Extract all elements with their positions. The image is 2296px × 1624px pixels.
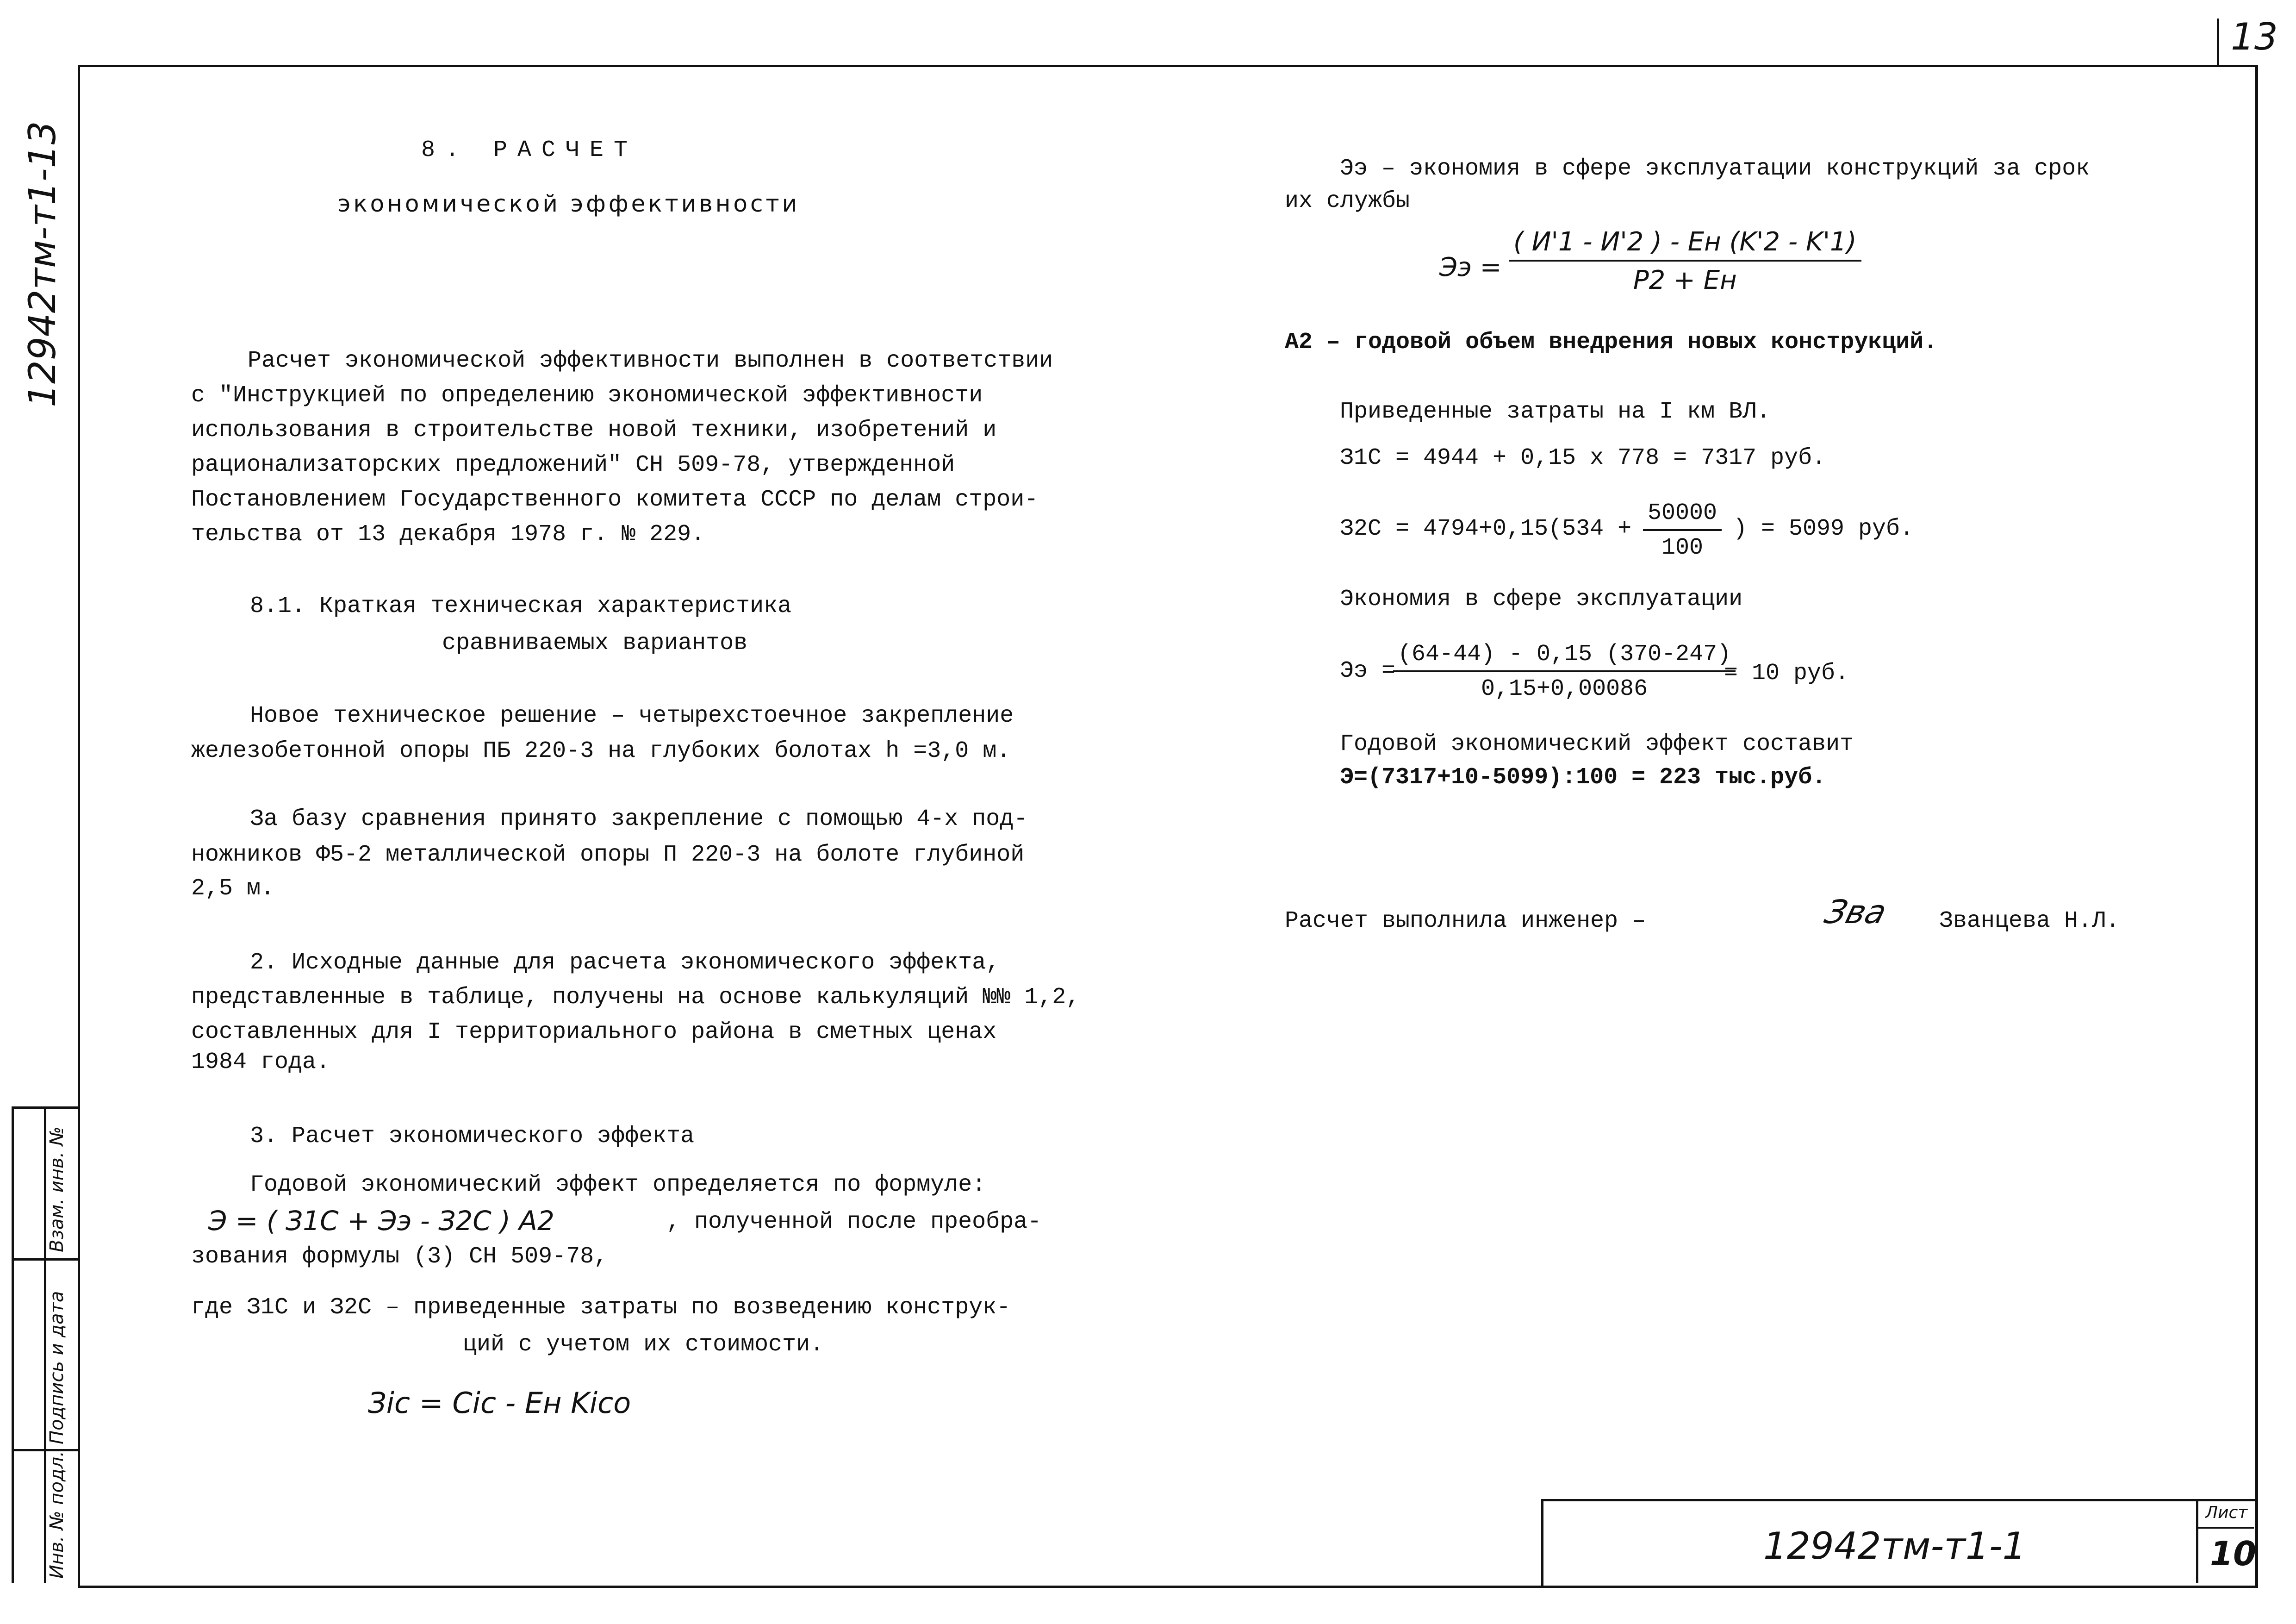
a2-def: А2 – годовой объем внедрения новых конструкций. — [1285, 329, 1938, 356]
ee-den: 0,15+0,00086 — [1481, 676, 1648, 702]
z2c-den: 100 — [1661, 535, 1704, 561]
page-number-top: 13 — [2231, 15, 2278, 58]
title-block-divider — [2196, 1527, 2254, 1529]
new-solution: железобетонной опоры ПБ 220-3 на глубоких болотах h =3,0 м. — [191, 738, 1011, 764]
reduced-costs: Приведенные затраты на I км ВЛ. — [1340, 399, 1771, 425]
side-code: 12942тм-т1-13 — [21, 121, 64, 407]
z2c-rhs: ) = 5099 руб. — [1733, 516, 1914, 542]
z2c-num: 50000 — [1643, 500, 1722, 531]
stamp-line — [12, 1106, 14, 1583]
title-line1: 8. РАСЧЕТ — [421, 137, 638, 163]
ez-def: их службы — [1285, 188, 1410, 214]
new-solution: Новое техническое решение – четырехстоечное закрепление — [250, 703, 1014, 729]
ee-lhs: Ээ = — [1340, 658, 1396, 684]
section-3: 3. Расчет экономического эффекта — [250, 1123, 695, 1149]
source-line: 2. Исходные данные для расчета экономического эффекта, — [250, 949, 1000, 976]
intro-line: тельства от 13 декабря 1978 г. № 229. — [191, 521, 705, 548]
formula-after: , полученной после преобра- — [666, 1209, 1042, 1235]
ee-rhs: = 10 руб. — [1724, 660, 1849, 687]
stamp-replace: Взам. инв. № — [46, 1126, 68, 1252]
title-block-divider — [2196, 1499, 2198, 1583]
base-line: 2,5 м. — [191, 875, 275, 902]
annual-line: Годовой экономический эффект составит — [1340, 731, 1854, 757]
formula-after: зования формулы (3) СН 509-78, — [191, 1243, 608, 1270]
formula-intro: Годовой экономический эффект определяется по формуле: — [250, 1172, 986, 1198]
annual-line: Э=(7317+10-5099):100 = 223 тыс.руб. — [1340, 764, 1826, 791]
ez-def: Ээ – экономия в сфере эксплуатации конструкций за срок — [1340, 156, 2090, 182]
intro-line: Постановлением Государственного комитета СССР по делам строи- — [191, 487, 1039, 513]
signed-label: Расчет выполнила инженер – — [1285, 908, 1646, 934]
formula-zic: Зic = Cic - Eн Kico — [368, 1386, 631, 1420]
section-81: сравниваемых вариантов — [442, 630, 748, 656]
source-line: составленных для I территориального района в сметных ценах — [191, 1019, 997, 1045]
signature: Зва — [1821, 893, 1891, 931]
stamp-line — [12, 1106, 79, 1109]
intro-line: рационализаторских предложений" СН 509-78, утвержденной — [191, 452, 955, 478]
title-line2: экономической эффективности — [338, 190, 800, 217]
section-81: 8.1. Краткая техническая характеристика — [250, 593, 792, 619]
where-line: ций с учетом их стоимости. — [463, 1331, 824, 1358]
document-code: 12942тм-т1-1 — [1763, 1524, 2026, 1568]
stamp-sign: Подпись и дата — [46, 1291, 68, 1444]
ez-formula-lhs: Ээ = — [1439, 252, 1502, 282]
stamp-inv: Инв. № подл. — [46, 1451, 68, 1579]
base-line: За базу сравнения принято закрепление с помощью 4-х под- — [250, 806, 1028, 832]
stamp-line — [12, 1258, 79, 1261]
source-line: 1984 года. — [191, 1049, 330, 1075]
ee-num: (64-44) - 0,15 (370-247) — [1393, 641, 1736, 672]
ee-fraction — [1393, 641, 1736, 702]
z1c-formula: З1С = 4944 + 0,15 x 778 = 7317 руб. — [1340, 445, 1826, 471]
source-line: представленные в таблице, получены на основе калькуляций №№ 1,2, — [191, 984, 1080, 1011]
formula-main: Э = ( З1С + Ээ - З2С ) А2 — [208, 1205, 554, 1237]
ez-formula-den: P2 + Eн — [1633, 265, 1737, 295]
where-line: где З1С и З2С – приведенные затраты по возведению конструк- — [191, 1294, 1011, 1321]
base-line: ножников Ф5-2 металлической опоры П 220-3 на болоте глубиной — [191, 842, 1025, 868]
z2c-fraction — [1643, 500, 1722, 561]
intro-line: Расчет экономической эффективности выполнен в соответствии — [248, 348, 1053, 374]
ez-formula-fraction — [1509, 227, 1861, 295]
intro-line: с "Инструкцией по определению экономической эффективности — [191, 382, 983, 409]
stamp-line — [12, 1449, 79, 1451]
z2c-lhs: З2С = 4794+0,15(534 + — [1340, 516, 1632, 542]
intro-line: использования в строительстве новой техники, изобретений и — [191, 417, 997, 443]
econ-title: Экономия в сфере эксплуатации — [1340, 586, 1743, 612]
sheet-number: 10 — [2210, 1534, 2257, 1573]
signer-name: Званцева Н.Л. — [1939, 908, 2120, 934]
ez-formula-num: ( И'1 - И'2 ) - Eн (K'2 - K'1) — [1509, 227, 1861, 262]
divider — [2217, 19, 2219, 65]
sheet-label: Лист — [2205, 1503, 2248, 1522]
